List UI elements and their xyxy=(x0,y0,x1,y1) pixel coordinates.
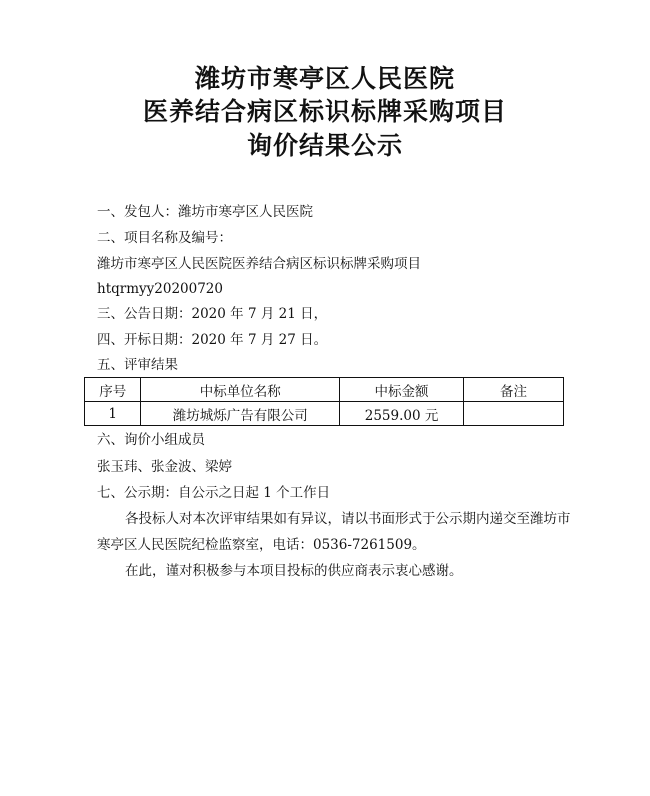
cell-remark xyxy=(464,402,564,426)
committee-heading: 六、询价小组成员 xyxy=(97,432,205,448)
title-line-2: 医养结合病区标识标牌采购项目 xyxy=(142,97,507,126)
cell-index: 1 xyxy=(85,402,141,426)
project-heading: 二、项目名称及编号： xyxy=(97,230,232,246)
header-winner: 中标单位名称 xyxy=(141,378,340,402)
review-heading: 五、评审结果 xyxy=(97,357,178,373)
cell-winner: 潍坊城烁广告有限公司 xyxy=(141,402,340,426)
project-name: 潍坊市寒亭区人民医院医养结合病区标识标牌采购项目 xyxy=(97,256,421,272)
title-line-1: 潍坊市寒亭区人民医院 xyxy=(194,64,455,93)
table-header-row xyxy=(85,378,564,402)
cell-amount: 2559.00 元 xyxy=(340,402,464,426)
buyer-line: 一、发包人：潍坊市寒亭区人民医院 xyxy=(97,204,313,220)
committee-members: 张玉玮、张金波、梁婷 xyxy=(97,459,232,475)
notice-period: 七、公示期：自公示之日起 1 个工作日 xyxy=(97,485,331,501)
table-row xyxy=(85,402,564,426)
title-line-3: 询价结果公示 xyxy=(246,131,403,160)
header-amount: 中标金额 xyxy=(340,378,464,402)
open-date: 四、开标日期：2020 年 7 月 27 日。 xyxy=(97,332,328,348)
project-code: htqrmyy20200720 xyxy=(97,281,223,297)
header-index: 序号 xyxy=(85,378,141,402)
header-remark: 备注 xyxy=(464,378,564,402)
objection-line-1: 各投标人对本次评审结果如有异议，请以书面形式于公示期内递交至潍坊市 xyxy=(125,511,571,527)
result-table xyxy=(84,377,564,426)
thanks-line: 在此，谨对积极参与本项目投标的供应商表示衷心感谢。 xyxy=(125,563,463,579)
objection-line-2: 寒亭区人民医院纪检监察室，电话：0536-7261509。 xyxy=(97,537,426,553)
announce-date: 三、公告日期：2020 年 7 月 21 日， xyxy=(97,306,328,322)
